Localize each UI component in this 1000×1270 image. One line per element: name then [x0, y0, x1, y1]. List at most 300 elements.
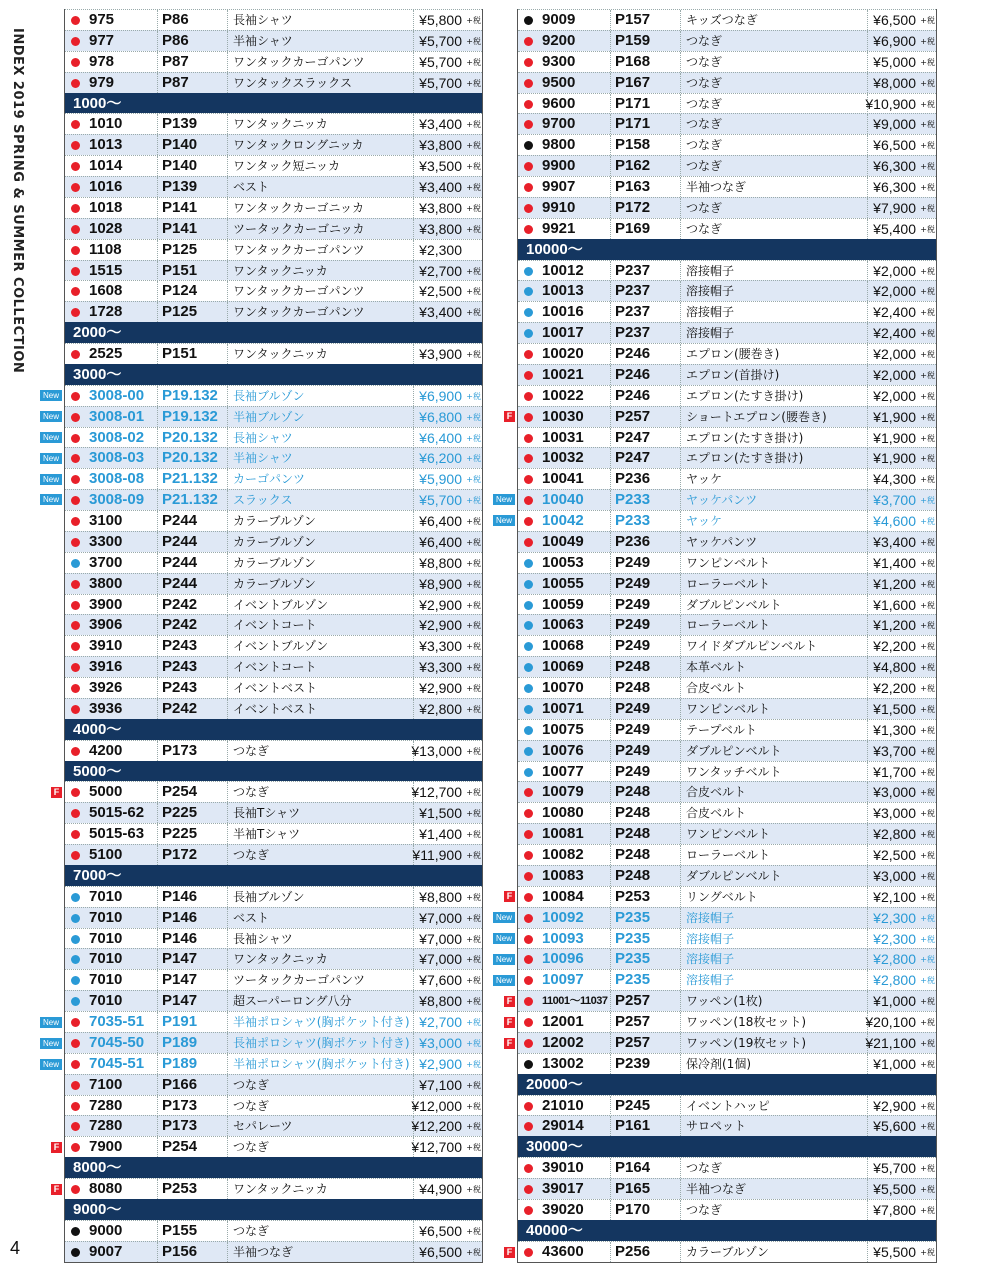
item-name: 合皮ベルト — [680, 803, 746, 823]
section-header — [65, 1199, 482, 1220]
page-ref: P156 — [157, 1242, 197, 1262]
tax-label: +税 — [466, 621, 481, 631]
dot-red-icon — [71, 830, 80, 839]
item-price: ¥5,800 — [419, 12, 462, 28]
page-ref: P169 — [610, 219, 650, 239]
item-name: つなぎ — [680, 198, 722, 218]
item-code: 3008-09 — [89, 491, 145, 509]
item-name: 長袖ブルゾン — [227, 386, 305, 406]
item-code: 3008-02 — [89, 428, 145, 446]
dot-red-icon — [524, 1248, 533, 1257]
page-ref: P173 — [157, 741, 197, 761]
price-divider — [867, 803, 868, 823]
price-divider — [867, 490, 868, 510]
item-code: 10020 — [542, 345, 584, 362]
price-divider — [867, 615, 868, 635]
page-ref: P21.132 — [157, 490, 218, 510]
tax-label: +税 — [920, 1247, 935, 1257]
item-name: ローラーベルト — [680, 574, 770, 594]
index-row — [518, 322, 936, 343]
price-divider — [413, 1054, 414, 1074]
page-ref: P248 — [610, 803, 650, 823]
dot-black-icon — [524, 141, 533, 150]
page-ref: P164 — [610, 1158, 650, 1178]
item-code: 12001 — [542, 1013, 584, 1030]
item-name: ワンピンベルト — [680, 824, 770, 844]
item-code: 9800 — [542, 136, 576, 154]
item-code: 4200 — [89, 741, 123, 759]
tax-label: +税 — [466, 1038, 481, 1048]
page-ref: P147 — [157, 991, 197, 1011]
page-ref: P155 — [157, 1221, 197, 1241]
index-row — [518, 51, 936, 72]
dot-red-icon — [71, 1185, 80, 1194]
tax-label: +税 — [466, 287, 481, 297]
item-code: 10076 — [542, 741, 584, 759]
page-ref: P147 — [157, 970, 197, 990]
item-code: 13002 — [542, 1054, 584, 1072]
new-badge: New — [493, 515, 515, 526]
item-name: サロペット — [680, 1116, 746, 1136]
item-price: ¥7,000 — [419, 930, 462, 947]
item-name: ワンピンベルト — [680, 699, 770, 719]
item-code: 7045-50 — [89, 1033, 145, 1051]
item-code: 10083 — [542, 866, 584, 884]
item-price: ¥2,000 — [873, 346, 916, 362]
item-code: 21010 — [542, 1096, 584, 1114]
price-divider — [867, 908, 868, 928]
page-ref: P237 — [610, 261, 650, 281]
f-badge: F — [51, 1142, 62, 1153]
page-ref: P21.132 — [157, 469, 218, 489]
page-ref: P125 — [157, 240, 197, 260]
index-row — [518, 406, 936, 427]
page-ref: P257 — [610, 1033, 650, 1053]
price-divider — [867, 699, 868, 719]
new-badge: New — [493, 933, 515, 944]
price-divider — [867, 762, 868, 782]
dot-blue-icon — [524, 663, 533, 672]
price-divider — [867, 469, 868, 489]
page-ref: P86 — [157, 31, 189, 51]
page-ref: P245 — [610, 1096, 650, 1116]
index-row — [518, 719, 936, 740]
tax-label: +税 — [920, 704, 935, 714]
item-name: ワンタックカーゴパンツ — [227, 281, 365, 301]
item-name: ワンタックニッカ — [227, 114, 328, 134]
item-code: 7035-51 — [89, 1013, 145, 1030]
index-row — [518, 614, 936, 635]
dot-red-icon — [524, 997, 533, 1006]
item-price: ¥1,200 — [873, 575, 916, 592]
page-ref: P151 — [157, 261, 197, 281]
page-ref: P140 — [157, 156, 197, 176]
page-ref: P249 — [610, 615, 650, 635]
item-name: ローラーベルト — [680, 615, 770, 635]
index-row — [65, 698, 482, 719]
page-ref: P141 — [157, 219, 197, 239]
index-row — [65, 72, 482, 93]
tax-label: +税 — [920, 1185, 935, 1194]
index-row — [518, 761, 936, 782]
price-divider — [867, 970, 868, 990]
dot-red-icon — [71, 434, 80, 443]
item-price: ¥2,400 — [873, 325, 916, 342]
item-price: ¥10,900 — [865, 95, 916, 112]
price-divider — [867, 1116, 868, 1136]
item-price: ¥7,600 — [419, 972, 462, 989]
item-name: つなぎ — [227, 1137, 269, 1157]
item-code: 43600 — [542, 1242, 584, 1260]
tax-label: +税 — [920, 621, 935, 631]
tax-label: +税 — [920, 830, 935, 840]
price-divider — [867, 532, 868, 552]
tax-label: +税 — [466, 350, 481, 359]
item-code: 975 — [89, 11, 115, 28]
dot-black-icon — [71, 1227, 80, 1236]
tax-label: +税 — [466, 663, 481, 673]
item-code: 10063 — [542, 616, 584, 634]
price-divider — [413, 991, 414, 1011]
dot-red-icon — [524, 1102, 533, 1111]
item-code: 1108 — [89, 240, 122, 258]
page-ref: P139 — [157, 114, 197, 134]
item-name: つなぎ — [680, 114, 722, 134]
page-ref: P125 — [157, 302, 197, 322]
index-row — [65, 301, 482, 322]
item-name: ワッペン(19枚セット) — [680, 1033, 806, 1053]
item-name: エプロン(腰巻き) — [680, 344, 779, 364]
tax-label: +税 — [466, 1247, 481, 1257]
dot-red-icon — [71, 642, 80, 651]
dot-red-icon — [524, 413, 533, 422]
dot-red-icon — [71, 809, 80, 818]
tax-label: +税 — [466, 558, 481, 568]
tax-label: +税 — [920, 663, 935, 673]
item-price: ¥2,500 — [419, 283, 462, 300]
index-row — [65, 260, 482, 281]
f-badge: F — [51, 787, 62, 798]
tax-label: +税 — [466, 1101, 481, 1111]
price-divider — [413, 31, 414, 51]
page-ref: P19.132 — [157, 407, 218, 427]
tax-label: +税 — [920, 120, 935, 130]
page-ref: P235 — [610, 908, 650, 928]
dot-red-icon — [71, 16, 80, 25]
index-row — [65, 928, 482, 949]
item-name: 長袖シャツ — [227, 10, 293, 30]
item-code: 10071 — [542, 699, 584, 717]
index-row — [518, 969, 936, 990]
section-header — [518, 1074, 936, 1095]
tax-label: +税 — [920, 746, 935, 756]
dot-blue-icon — [71, 997, 80, 1006]
page-ref: P166 — [157, 1075, 197, 1095]
price-divider — [867, 428, 868, 448]
index-row — [65, 531, 482, 552]
price-divider — [867, 10, 868, 30]
item-name: つなぎ — [680, 156, 722, 176]
index-row — [65, 239, 482, 260]
item-price: ¥1,200 — [873, 617, 916, 634]
item-price: ¥5,700 — [419, 492, 462, 509]
index-row — [518, 134, 936, 155]
price-divider — [413, 678, 414, 698]
page-ref: P151 — [157, 344, 197, 364]
dot-red-icon — [71, 475, 80, 484]
item-name: カラーブルゾン — [680, 1242, 769, 1262]
index-row — [65, 1220, 482, 1241]
tax-label: +税 — [466, 746, 481, 756]
index-row — [518, 385, 936, 406]
dot-red-icon — [71, 1122, 80, 1131]
tax-label: +税 — [466, 976, 481, 986]
item-name: つなぎ — [680, 52, 722, 72]
dot-black-icon — [71, 1248, 80, 1257]
dot-red-icon — [524, 935, 533, 944]
price-divider — [413, 281, 414, 301]
price-divider — [867, 135, 868, 155]
index-row — [65, 573, 482, 594]
tax-label: +税 — [920, 1164, 935, 1174]
page-ref: P243 — [157, 636, 197, 656]
index-row — [65, 197, 482, 218]
item-price: ¥3,700 — [873, 492, 916, 509]
item-name: つなぎ — [227, 1096, 269, 1116]
index-row — [65, 1074, 482, 1095]
item-price: ¥11,900 — [412, 847, 462, 863]
item-name: 長袖シャツ — [227, 929, 293, 949]
item-code: 10055 — [542, 574, 584, 592]
dot-red-icon — [524, 788, 533, 797]
new-badge: New — [493, 954, 515, 965]
section-header — [518, 1220, 936, 1241]
item-name: ベスト — [227, 908, 269, 928]
item-price: ¥2,900 — [419, 617, 462, 634]
item-price: ¥6,400 — [419, 513, 462, 529]
item-price: ¥2,800 — [873, 826, 916, 843]
f-badge: F — [504, 1038, 515, 1049]
tax-label: +税 — [920, 329, 935, 339]
item-price: ¥2,000 — [873, 366, 916, 383]
price-divider — [413, 970, 414, 990]
tax-label: +税 — [466, 433, 481, 443]
item-price: ¥3,000 — [873, 805, 916, 822]
page-ref: P248 — [610, 678, 650, 698]
item-price: ¥3,000 — [873, 867, 916, 884]
tax-label: +税 — [466, 391, 481, 401]
item-code: 5015-62 — [89, 804, 145, 822]
dot-blue-icon — [524, 559, 533, 568]
item-price: ¥1,600 — [873, 596, 916, 613]
tax-label: +税 — [920, 851, 935, 860]
tax-label: +税 — [466, 704, 481, 714]
item-name: 本革ベルト — [680, 657, 746, 677]
section-header-label: 3000～ — [73, 365, 122, 383]
item-code: 1010 — [89, 115, 123, 133]
item-price: ¥12,700 — [411, 784, 462, 801]
price-divider — [867, 887, 868, 907]
item-name: 半袖つなぎ — [680, 177, 746, 197]
tax-label: +税 — [466, 1185, 481, 1194]
page-ref: P158 — [610, 135, 650, 155]
index-row — [65, 343, 482, 364]
section-header — [65, 322, 482, 343]
item-code: 9000 — [89, 1221, 123, 1239]
dot-red-icon — [71, 454, 80, 463]
page-number: 4 — [10, 1238, 21, 1258]
item-price: ¥5,700 — [419, 32, 462, 49]
item-code: 7280 — [89, 1096, 123, 1114]
tax-label: +税 — [920, 809, 935, 819]
price-divider — [867, 52, 868, 72]
page-ref: P243 — [157, 657, 197, 677]
tax-label: +税 — [466, 1122, 481, 1132]
dot-blue-icon — [524, 621, 533, 630]
dot-red-icon — [524, 350, 533, 359]
index-row — [65, 447, 482, 468]
price-divider — [413, 10, 414, 30]
tax-label: +税 — [466, 78, 481, 88]
item-price: ¥6,500 — [873, 137, 916, 154]
index-row — [518, 93, 936, 114]
dot-red-icon — [71, 538, 80, 547]
dot-red-icon — [71, 58, 80, 67]
item-name: ベスト — [227, 177, 269, 197]
item-name: つなぎ — [227, 845, 269, 865]
item-code: 8080 — [89, 1180, 123, 1197]
price-divider — [413, 1179, 414, 1199]
dot-red-icon — [524, 183, 533, 192]
index-row — [65, 113, 482, 134]
index-row — [518, 781, 936, 802]
price-divider — [413, 1075, 414, 1095]
item-name: イベントブルゾン — [227, 595, 328, 615]
tax-label: +税 — [920, 1205, 935, 1215]
item-name: テープベルト — [680, 720, 757, 740]
item-price: ¥2,300 — [873, 909, 916, 926]
page-ref: P257 — [610, 1012, 650, 1032]
page-ref: P140 — [157, 135, 197, 155]
tax-label: +税 — [920, 16, 935, 25]
tax-label: +税 — [466, 454, 481, 464]
item-name: 溶接帽子 — [680, 908, 734, 928]
page-ref: P86 — [157, 10, 189, 30]
tax-label: +税 — [466, 1143, 481, 1153]
item-code: 10031 — [542, 428, 584, 446]
item-name: 半袖Tシャツ — [227, 824, 300, 844]
tax-label: +税 — [466, 892, 481, 902]
dot-red-icon — [71, 663, 80, 672]
section-header — [518, 1136, 936, 1157]
item-name: つなぎ — [680, 1200, 722, 1220]
item-code: 3900 — [89, 595, 123, 613]
item-name: ワンタッチベルト — [680, 762, 782, 782]
price-divider — [413, 574, 414, 594]
item-code: 7280 — [89, 1117, 123, 1135]
new-badge: New — [493, 494, 515, 505]
item-price: ¥2,500 — [873, 847, 916, 863]
index-row — [518, 656, 936, 677]
price-divider — [867, 1242, 868, 1262]
dot-red-icon — [71, 1060, 80, 1069]
page-ref: P235 — [610, 970, 650, 990]
item-name: 長袖ポロシャツ(胸ポケット付き) — [227, 1033, 410, 1053]
index-row — [518, 218, 936, 239]
index-row — [65, 844, 482, 865]
tax-label: +税 — [920, 537, 935, 547]
page-ref: P249 — [610, 574, 650, 594]
item-code: 10032 — [542, 449, 584, 467]
item-name: 超スーパーロング八分 — [227, 991, 352, 1011]
item-price: ¥2,400 — [873, 304, 916, 321]
item-name: カラーブルゾン — [227, 532, 316, 552]
index-row — [65, 781, 482, 802]
dot-red-icon — [524, 204, 533, 213]
price-divider — [413, 1033, 414, 1053]
item-price: ¥3,400 — [873, 533, 916, 550]
item-price: ¥2,700 — [419, 262, 462, 279]
price-divider — [867, 720, 868, 740]
item-code: 3300 — [89, 532, 123, 550]
page-ref: P249 — [610, 720, 650, 740]
item-price: ¥1,400 — [873, 554, 916, 571]
tax-label: +税 — [920, 1101, 935, 1111]
item-name: ワンタックカーゴパンツ — [227, 240, 365, 260]
page-ref: P249 — [610, 699, 650, 719]
item-name: ダブルピンベルト — [680, 741, 782, 761]
dot-red-icon — [71, 267, 80, 276]
tax-label: +税 — [920, 579, 935, 589]
tax-label: +税 — [466, 141, 481, 151]
index-row — [518, 635, 936, 656]
page-ref: P246 — [610, 386, 650, 406]
index-row — [65, 489, 482, 510]
index-row — [65, 552, 482, 573]
page-ref: P249 — [610, 741, 650, 761]
tax-label: +税 — [466, 36, 481, 46]
tax-label: +税 — [920, 308, 935, 318]
item-price: ¥6,500 — [873, 12, 916, 28]
price-divider — [413, 657, 414, 677]
new-badge: New — [40, 1059, 62, 1070]
tax-label: +税 — [466, 579, 481, 589]
index-row — [518, 1199, 936, 1220]
tax-label: +税 — [466, 517, 481, 526]
tax-label: +税 — [920, 1038, 935, 1048]
index-row — [518, 197, 936, 218]
index-row — [518, 468, 936, 489]
page-ref: P247 — [610, 448, 650, 468]
page-ref: P246 — [610, 365, 650, 385]
index-row — [518, 1053, 936, 1074]
item-price: ¥3,900 — [419, 346, 462, 362]
dot-red-icon — [524, 371, 533, 380]
price-divider — [867, 595, 868, 615]
tax-label: +税 — [466, 412, 481, 422]
tax-label: +税 — [920, 162, 935, 172]
dot-red-icon — [71, 684, 80, 693]
dot-red-icon — [524, 162, 533, 171]
page-ref: P244 — [157, 574, 197, 594]
item-price: ¥1,000 — [873, 1055, 916, 1072]
page-ref: P248 — [610, 845, 650, 865]
section-header — [65, 93, 482, 114]
item-price: ¥4,300 — [873, 471, 916, 488]
tax-label: +税 — [920, 913, 935, 923]
item-code: 9900 — [542, 157, 576, 175]
item-code: 10080 — [542, 804, 584, 822]
